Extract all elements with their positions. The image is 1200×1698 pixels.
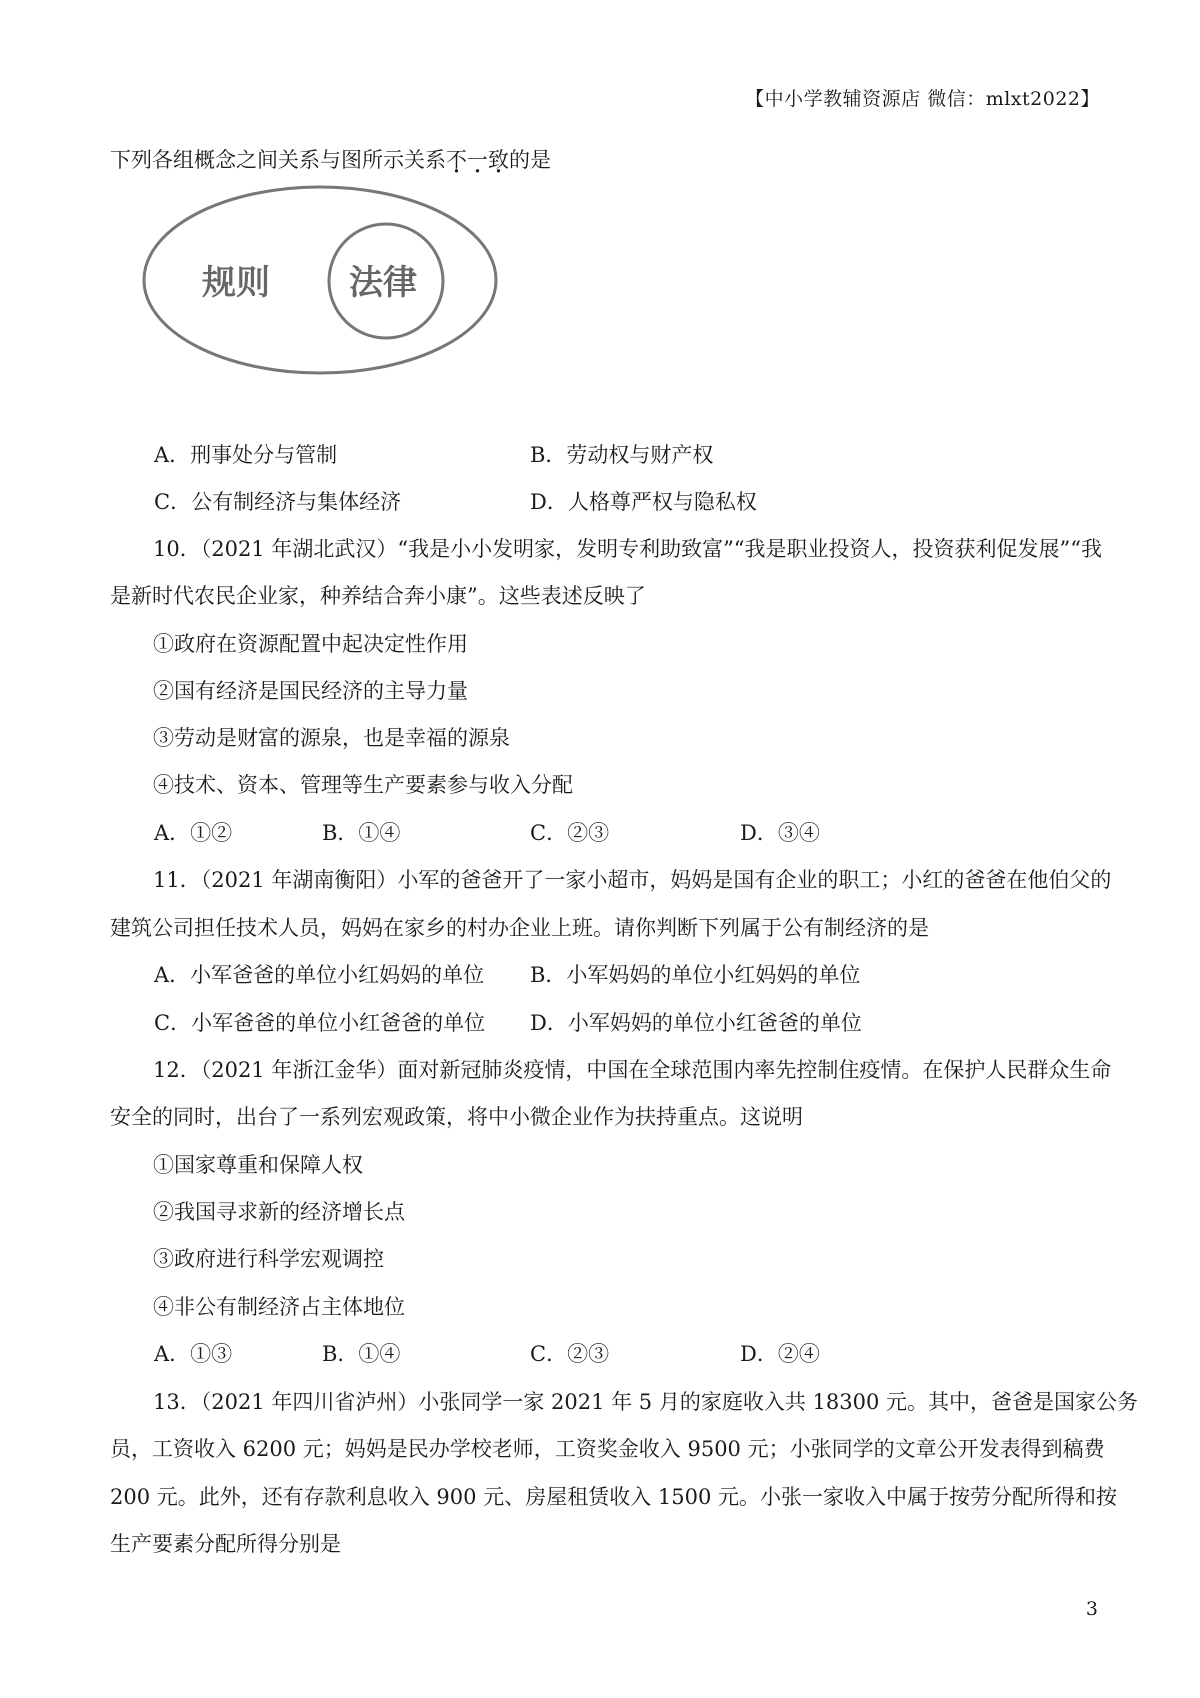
q9-stem <box>110 145 551 175</box>
q9-stem-emph-3: 致 <box>488 148 509 172</box>
q11-line-2: 建筑公司担任技术人员，妈妈在家乡的村办企业上班。请你判断下列属于公有制经济的是 <box>110 916 929 940</box>
q12-option-c: C．②③ <box>530 1342 610 1366</box>
q12-option-a: A．①③ <box>154 1342 233 1366</box>
q12-line-2: 安全的同时，出台了一系列宏观政策，将中小微企业作为扶持重点。这说明 <box>110 1105 803 1129</box>
q13-line-1: 13．（2021 年四川省泸州）小张同学一家 2021 年 5 月的家庭收入共 18300 元。其中，爸爸是国家公务 <box>153 1390 1138 1414</box>
q13-line-3: 200 元。此外，还有存款利息收入 900 元、房屋租赁收入 1500 元。小张一家收入中属于按劳分配所得和按 <box>110 1485 1117 1509</box>
q11-option-d: D．小军妈妈的单位小红爸爸的单位 <box>530 1011 862 1035</box>
q13-line-4: 生产要素分配所得分别是 <box>110 1532 341 1556</box>
venn-diagram <box>136 185 516 405</box>
q11-option-a: A．小军爸爸的单位小红妈妈的单位 <box>154 963 485 987</box>
q11-option-c: C．小军爸爸的单位小红爸爸的单位 <box>154 1011 486 1035</box>
q10-statement-4: ④技术、资本、管理等生产要素参与收入分配 <box>153 773 573 797</box>
q12-option-d: D．②④ <box>740 1342 820 1366</box>
q10-statement-3: ③劳动是财富的源泉，也是幸福的源泉 <box>153 726 510 750</box>
q9-stem-emph-1: 不 <box>446 148 467 172</box>
diagram-outer-label: 规则 <box>202 263 270 303</box>
q9-option-d: D．人格尊严权与隐私权 <box>530 490 757 514</box>
q12-statement-1: ①国家尊重和保障人权 <box>153 1153 363 1177</box>
q9-stem-prefix: 下列各组概念之间关系与图所示关系 <box>110 148 446 172</box>
page-number: 3 <box>1085 1598 1098 1620</box>
q9-option-c: C．公有制经济与集体经济 <box>154 490 402 514</box>
q9-stem-suffix: 的是 <box>509 148 551 172</box>
q12-statement-4: ④非公有制经济占主体地位 <box>153 1295 405 1319</box>
q12-statement-2: ②我国寻求新的经济增长点 <box>153 1200 405 1224</box>
q12-line-1: 12．（2021 年浙江金华）面对新冠肺炎疫情，中国在全球范围内率先控制住疫情。在保护人民群众生命 <box>153 1058 1112 1082</box>
q9-stem-emph-2: 一 <box>467 148 488 172</box>
q9-option-b: B．劳动权与财产权 <box>530 443 714 467</box>
q10-option-d: D．③④ <box>740 821 820 845</box>
q9-option-a: A．刑事处分与管制 <box>154 443 338 467</box>
q11-line-1: 11．（2021 年湖南衡阳）小军的爸爸开了一家小超市，妈妈是国有企业的职工；小红的爸爸在他伯父的 <box>153 868 1112 892</box>
q10-line-1: 10．（2021 年湖北武汉）“我是小小发明家，发明专利助致富”“我是职业投资人，投资获利促发展”“我 <box>153 537 1103 561</box>
q10-line-2: 是新时代农民企业家，种养结合奔小康”。这些表述反映了 <box>110 584 646 608</box>
q11-option-b: B．小军妈妈的单位小红妈妈的单位 <box>530 963 861 987</box>
q10-option-b: B．①④ <box>322 821 401 845</box>
q12-option-b: B．①④ <box>322 1342 401 1366</box>
header-note: 【中小学教辅资源店 微信：mlxt2022】 <box>745 88 1100 110</box>
q10-statement-2: ②国有经济是国民经济的主导力量 <box>153 679 468 703</box>
diagram-inner-label: 法律 <box>349 263 417 303</box>
q10-option-a: A．①② <box>154 821 233 845</box>
q13-line-2: 员，工资收入 6200 元；妈妈是民办学校老师，工资奖金收入 9500 元；小张同学的文章公开发表得到稿费 <box>110 1437 1105 1461</box>
q10-option-c: C．②③ <box>530 821 610 845</box>
q10-statement-1: ①政府在资源配置中起决定性作用 <box>153 632 468 656</box>
q12-statement-3: ③政府进行科学宏观调控 <box>153 1247 384 1271</box>
